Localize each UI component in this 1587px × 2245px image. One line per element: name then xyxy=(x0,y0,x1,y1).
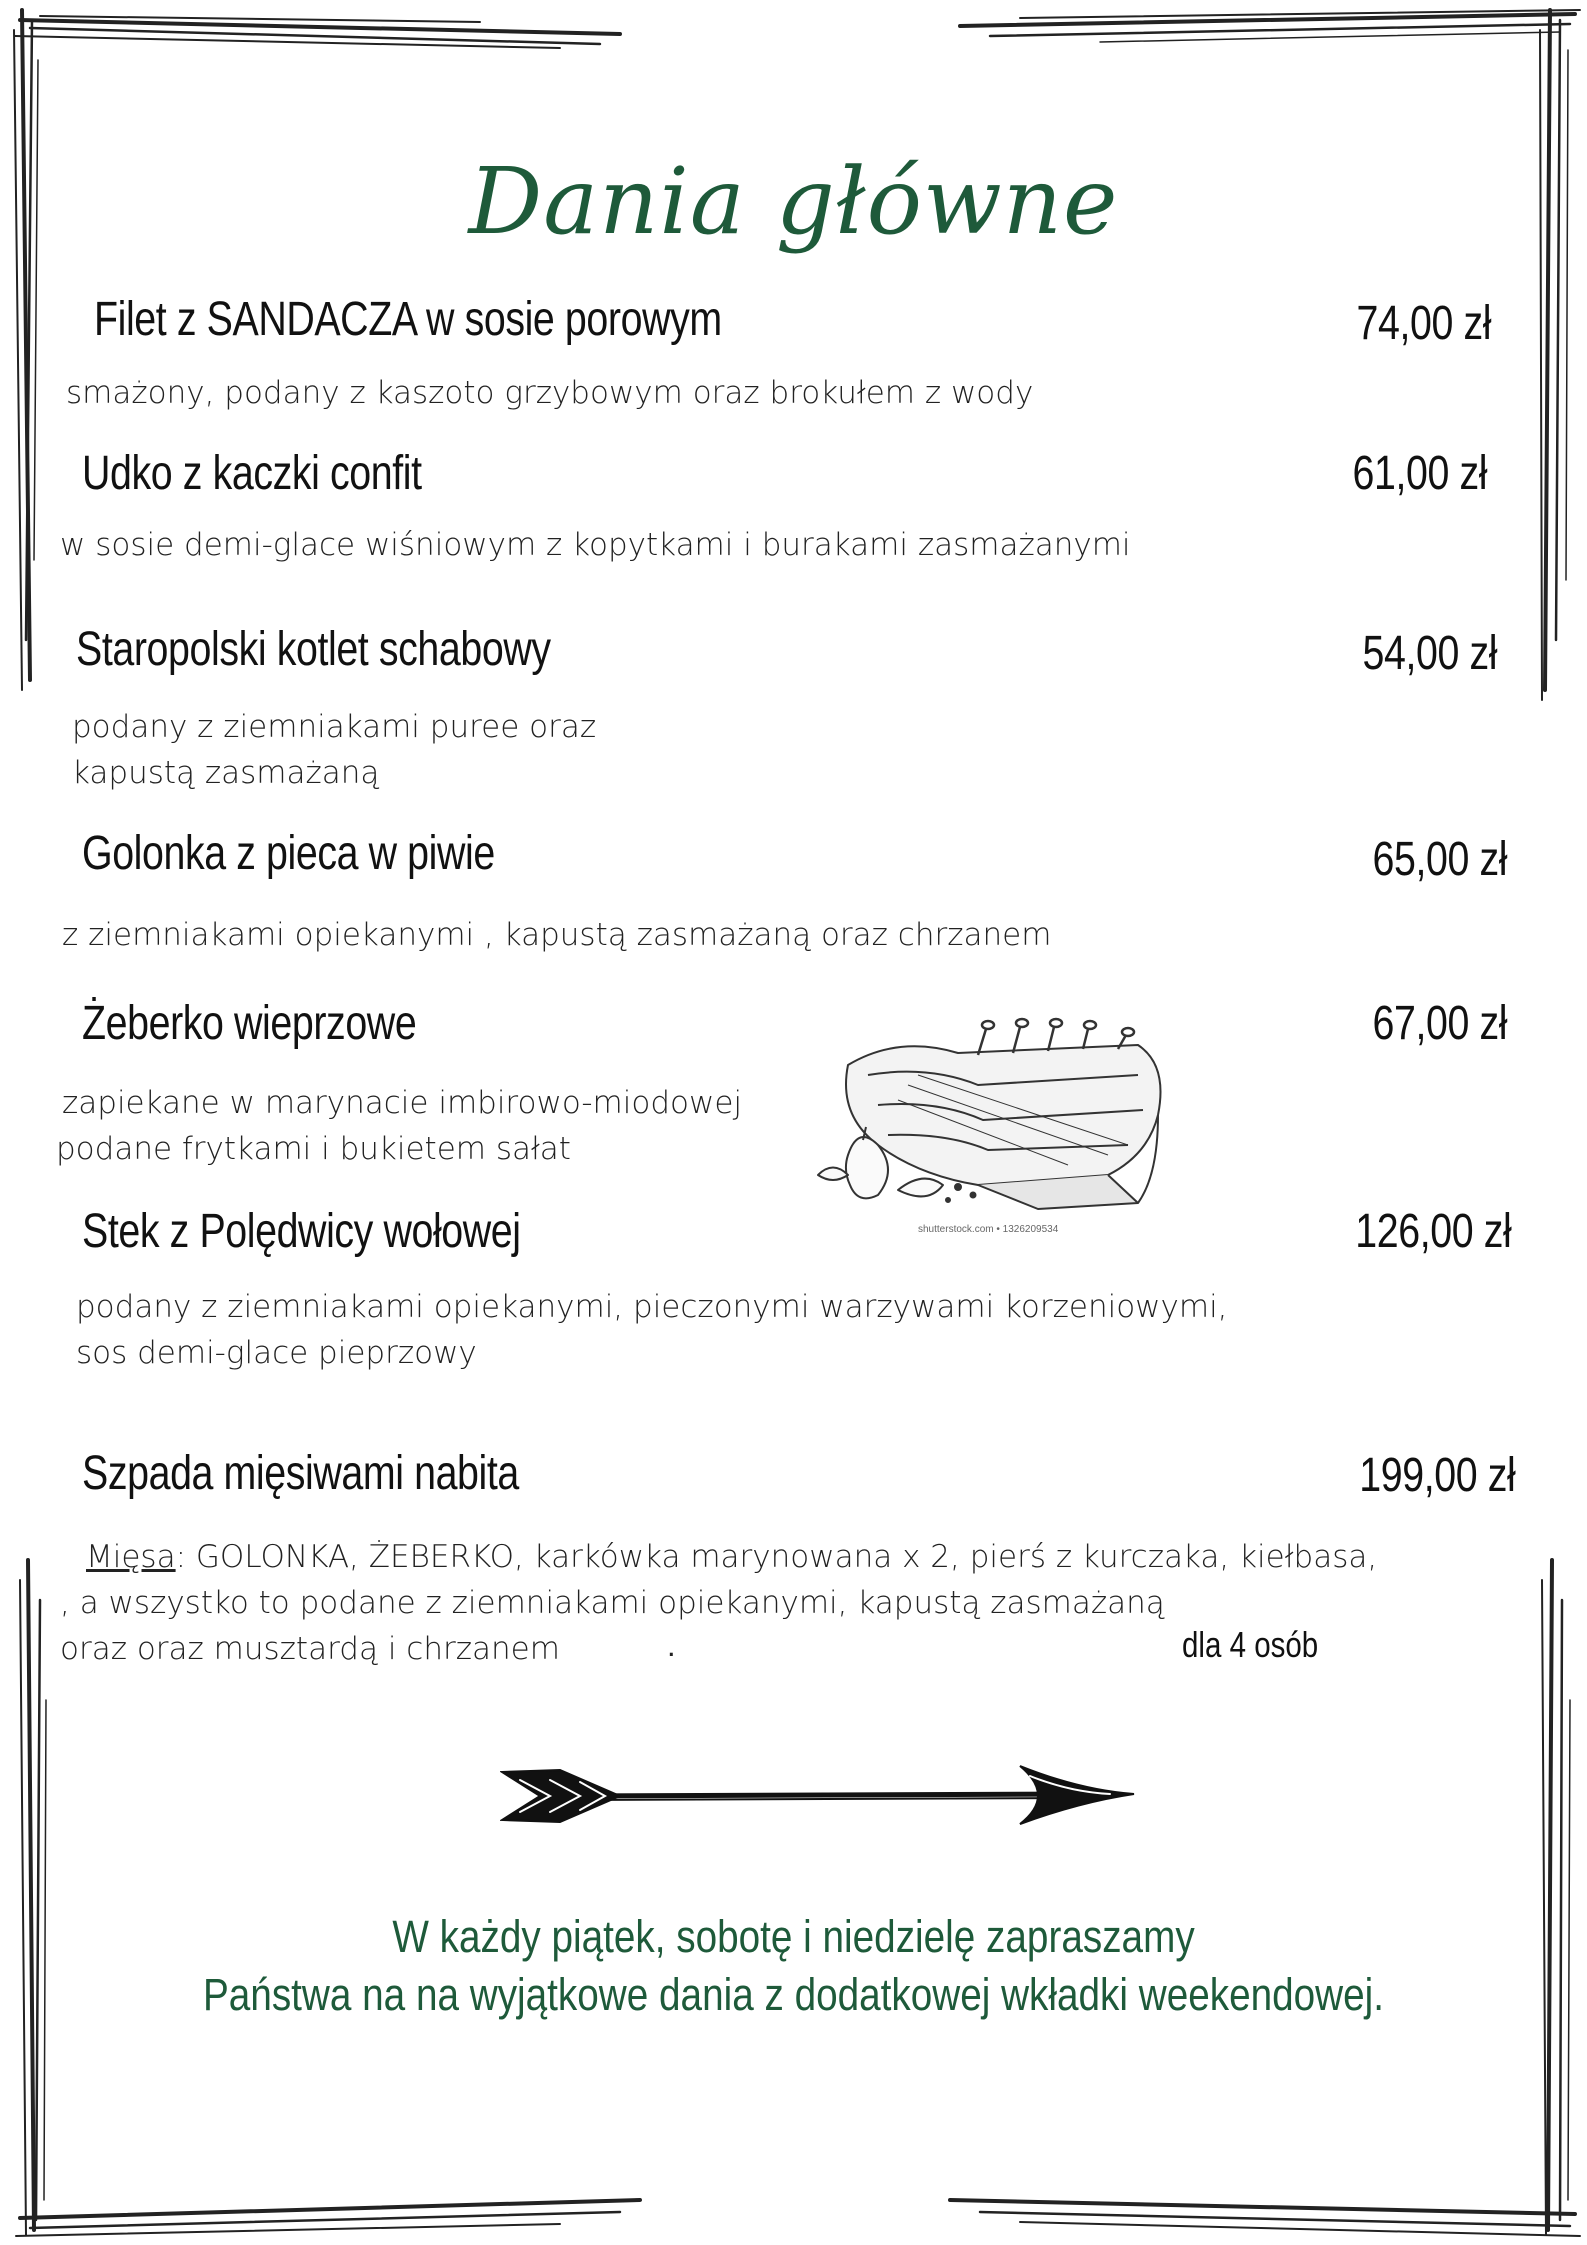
dish-description: podany z ziemniakami opiekanymi, pieczonymi warzywami korzeniowymi, sos demi-glace pieprzowy xyxy=(76,1289,1228,1371)
dish-name: Żeberko wieprzowe xyxy=(82,997,417,1050)
page-title: Dania główne xyxy=(468,148,1119,255)
weekend-note: W każdy piątek, sobotę i niedzielę zapraszamy Państwa na na wyjątkowe dania z dodatkowej wkładki weekendowej. xyxy=(202,1911,1385,2020)
dish-description: w sosie demi-glace wiśniowym z kopytkami i burakami zasmażanymi xyxy=(60,527,1131,563)
dish-name: Stek z Polędwicy wołowej xyxy=(82,1205,521,1258)
dish-name: Staropolski kotlet schabowy xyxy=(76,623,551,676)
dish-price: 65,00 zł xyxy=(1372,833,1507,886)
dish-price: 199,00 zł xyxy=(1358,1449,1515,1502)
dish-name: Filet z SANDACZA w sosie porowym xyxy=(94,293,722,346)
dish-description: smażony, podany z kaszoto grzybowym oraz brokułem z wody xyxy=(66,375,1034,411)
dish-description: zapiekane w marynacie imbirowo-miodowej podane frytkami i bukietem sałat xyxy=(56,1085,743,1167)
dish-description: Mięsa: GOLONKA, ŻEBERKO, karkówka marynowana x 2, pierś z kurczaka, kiełbasa, , a wszystko to podane z ziemniakami opiekanymi, kapustą zasmażaną oraz oraz musztardą i chrzanem xyxy=(60,1539,1378,1667)
dish-name: Golonka z pieca w piwie xyxy=(82,827,495,880)
dish-name: Szpada mięsiwami nabita xyxy=(82,1447,519,1500)
trailing-dot: . xyxy=(667,1628,676,1663)
dish-name: Udko z kaczki confit xyxy=(82,447,422,500)
dish-description: podany z ziemniakami puree oraz kapustą zasmażaną xyxy=(72,709,597,791)
dish-price: 61,00 zł xyxy=(1352,447,1487,500)
dish-price: 74,00 zł xyxy=(1356,297,1491,350)
dish-price: 67,00 zł xyxy=(1372,997,1507,1050)
dish-price: 54,00 zł xyxy=(1362,627,1497,680)
image-credit: shutterstock.com • 1326209534 xyxy=(918,1224,1059,1235)
ribs-illustration xyxy=(808,1005,1188,1235)
arrow-icon xyxy=(500,1760,1136,1830)
serving-size: dla 4 osób xyxy=(1182,1624,1319,1665)
dish-description: z ziemniakami opiekanymi , kapustą zasmażaną oraz chrzanem xyxy=(62,917,1052,953)
dish-price: 126,00 zł xyxy=(1354,1205,1511,1258)
desc-label: Mięsa xyxy=(86,1539,176,1575)
